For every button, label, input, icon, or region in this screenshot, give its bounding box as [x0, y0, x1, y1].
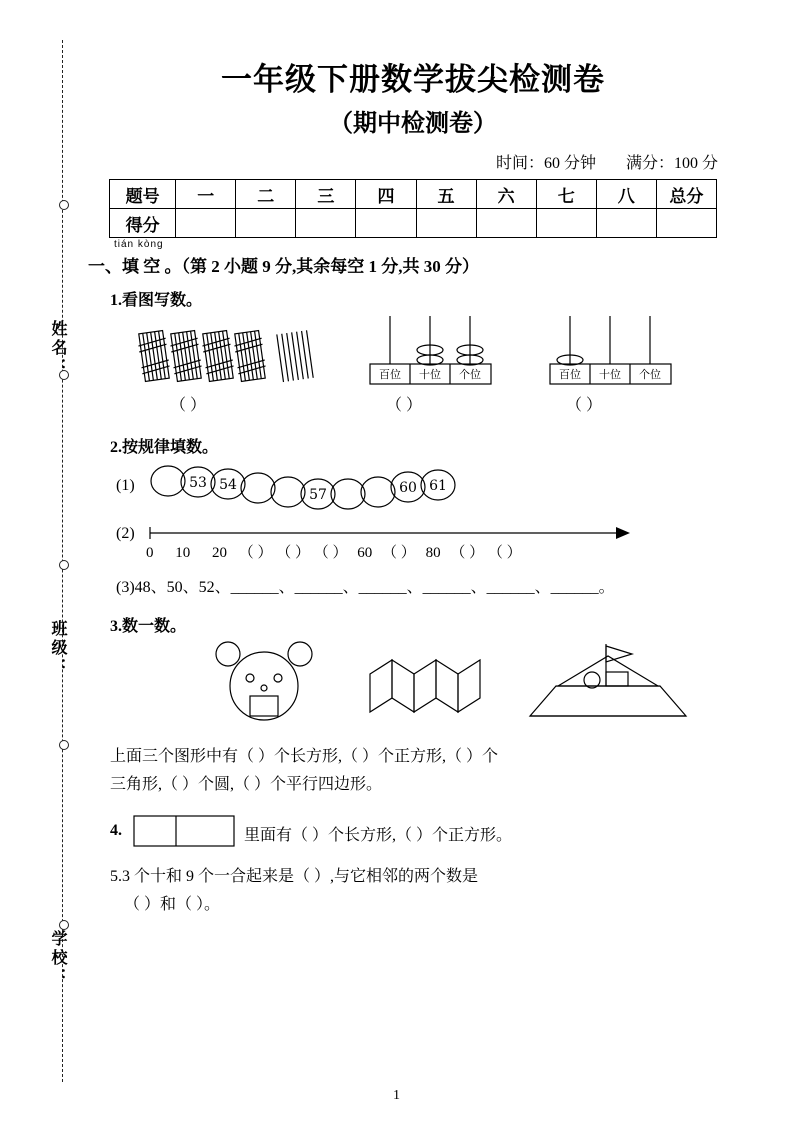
label-class: 班级： — [49, 620, 66, 677]
question-4-row — [88, 812, 738, 852]
tick-80: 80 — [425, 545, 441, 561]
binding-hole — [59, 920, 69, 930]
label-name: 姓名： — [49, 320, 66, 377]
exam-time: 时间：60 分钟 — [495, 155, 596, 172]
score-blank-3[interactable] — [296, 209, 356, 238]
question-4-text[interactable]: 里面有（ ）个长方形,（ ）个正方形。 — [244, 827, 513, 844]
score-table — [109, 179, 717, 238]
tick-blank-5[interactable]: （ ） — [450, 545, 485, 561]
score-blank-5[interactable] — [416, 209, 476, 238]
score-table-col-5: 五 — [416, 180, 476, 209]
abacus-figure-2 — [548, 314, 673, 390]
parallelogram-zigzag-figure — [368, 658, 498, 718]
tick-blank-6[interactable]: （ ） — [487, 545, 522, 561]
rectangle-split-figure — [132, 814, 238, 848]
tick-blank-1[interactable]: （ ） — [238, 545, 273, 561]
q2-circle-57: 57 — [309, 487, 327, 503]
score-table-col-4: 四 — [356, 180, 416, 209]
question-5-line-2[interactable]: （ ）和（ ）。 — [124, 896, 221, 913]
label-school: 学校： — [49, 930, 66, 987]
bear-shape-figure — [208, 640, 328, 732]
score-blank-8[interactable] — [596, 209, 656, 238]
score-table-col-3: 三 — [296, 180, 356, 209]
abacus2-col-tens: 十位 — [599, 368, 621, 381]
score-table-row-label-2: 得分 — [110, 209, 176, 238]
binding-hole — [59, 560, 69, 570]
page-title: 一年级下册数学拔尖检测卷 — [221, 62, 605, 98]
q1-answer-blank-2[interactable]: （ ） — [386, 397, 423, 414]
tick-60: 60 — [357, 545, 373, 561]
question-3-figures — [88, 640, 738, 736]
abacus1-col-ones: 个位 — [459, 368, 481, 381]
abacus-figure-1 — [368, 314, 493, 390]
abacus2-col-hundreds: 百位 — [559, 368, 581, 381]
number-line-ticks — [146, 541, 522, 562]
question-3-line-1[interactable]: 上面三个图形中有（ ）个长方形,（ ）个正方形,（ ）个 — [110, 748, 499, 765]
score-blank-6[interactable] — [476, 209, 536, 238]
q2-circle-61: 61 — [429, 478, 447, 494]
question-2-label: 2.按规律填数。 — [110, 439, 219, 456]
stick-bundles-figure — [128, 326, 318, 388]
abacus2-col-ones: 个位 — [639, 368, 661, 381]
binding-hole — [59, 740, 69, 750]
tick-10: 10 — [175, 545, 191, 561]
section-1-title-text: 一、填 空 。（第 2 小题 9 分,其余每空 1 分,共 30 分） — [88, 257, 479, 276]
score-table-col-total: 总分 — [656, 180, 716, 209]
score-table-col-7: 七 — [536, 180, 596, 209]
binding-dashed-line — [62, 40, 65, 1082]
tick-blank-3[interactable]: （ ） — [313, 545, 348, 561]
tick-20: 20 — [212, 545, 227, 561]
score-blank-2[interactable] — [236, 209, 296, 238]
exam-info — [88, 150, 738, 173]
score-table-col-1: 一 — [176, 180, 236, 209]
section-1-pinyin: tián kòng — [114, 239, 164, 250]
table-row-header — [110, 180, 717, 209]
q2-sub2-label: (2) — [116, 525, 135, 542]
question-2-1-row — [88, 461, 738, 517]
question-2-2-row — [88, 519, 738, 565]
score-table-col-8: 八 — [596, 180, 656, 209]
page-number: 1 — [393, 1088, 400, 1103]
score-table-col-6: 六 — [476, 180, 536, 209]
score-blank-total[interactable] — [656, 209, 716, 238]
question-4-label: 4. — [110, 822, 122, 839]
binding-hole — [59, 200, 69, 210]
abacus1-col-hundreds: 百位 — [379, 368, 401, 381]
tick-0: 0 — [146, 545, 154, 561]
q2-sub1-label: (1) — [116, 477, 135, 494]
question-1-label: 1.看图写数。 — [110, 292, 203, 309]
q2-circle-54: 54 — [219, 477, 237, 493]
q2-circle-53: 53 — [189, 475, 207, 491]
question-3-label: 3.数一数。 — [110, 618, 187, 635]
number-line-axis — [146, 523, 636, 541]
question-1-figures — [88, 314, 738, 424]
score-blank-4[interactable] — [356, 209, 416, 238]
exam-fullscore: 满分：100 分 — [625, 155, 718, 172]
question-2-3-text[interactable]: (3)48、50、52、______、______、______、______、______、______。 — [116, 579, 615, 596]
tick-blank-4[interactable]: （ ） — [382, 545, 416, 561]
paper-content — [88, 48, 738, 918]
table-row-scores — [110, 209, 717, 238]
score-table-col-2: 二 — [236, 180, 296, 209]
abacus1-col-tens: 十位 — [419, 368, 441, 381]
score-table-row-label: 题号 — [110, 180, 176, 209]
tick-blank-2[interactable]: （ ） — [276, 545, 311, 561]
question-3-line-2[interactable]: 三角形,（ ）个圆,（ ）个平行四边形。 — [110, 776, 383, 793]
q1-answer-blank-1[interactable]: （ ） — [170, 397, 207, 414]
section-1-heading — [88, 239, 738, 277]
score-blank-1[interactable] — [176, 209, 236, 238]
house-boat-figure — [528, 640, 688, 728]
score-blank-7[interactable] — [536, 209, 596, 238]
q2-circle-60: 60 — [399, 480, 417, 496]
number-circles-figure — [146, 461, 466, 515]
page-subtitle: （期中检测卷） — [329, 108, 497, 137]
question-5-line-1[interactable]: 5.3 个十和 9 个一合起来是（ ）,与它相邻的两个数是 — [110, 868, 479, 885]
q1-answer-blank-3[interactable]: （ ） — [566, 397, 603, 414]
